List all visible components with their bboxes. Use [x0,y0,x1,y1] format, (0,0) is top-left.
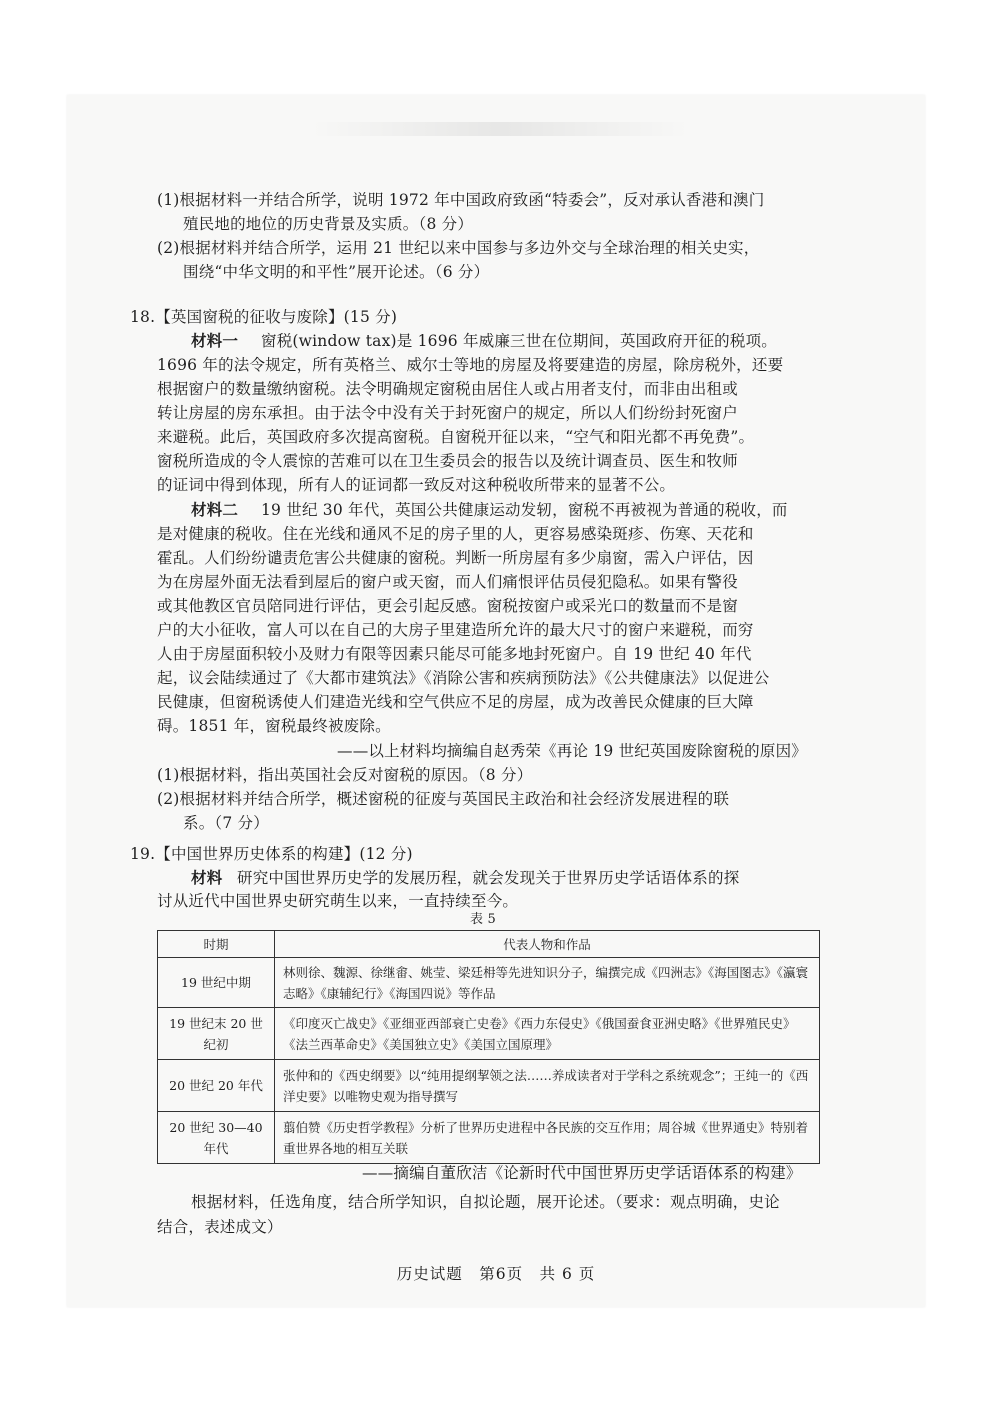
q18-m2-line: 是对健康的税收。住在光线和通风不足的房子里的人，更容易感染斑疹、伤寒、天花和 [157,525,754,543]
q17-part2-line1: (2)根据材料并结合所学，运用 21 世纪以来中国参与多边外交与全球治理的相关史实， [157,239,760,257]
table-row [158,1060,820,1112]
q18-material1-label: 材料一 [191,331,239,350]
q17-part1-line2: 殖民地的地位的历史背景及实质。（8 分） [183,215,474,233]
table-row [158,958,820,1008]
q18-m1-line: 1696 年的法令规定，所有英格兰、威尔士等地的房屋及将要建造的房屋，除房税外，还要 [157,356,784,374]
table-row [158,1112,820,1164]
q18-m1-line: 来避税。此后，英国政府多次提高窗税。自窗税开征以来，“空气和阳光都不再免费”。 [157,428,755,446]
q18-m2-line: 起，议会陆续通过了《大都市建筑法》《消除公害和疾病预防法》《公共健康法》以促进公 [157,669,770,687]
q18-title: 18.【英国窗税的征收与废除】(15 分) [130,308,398,326]
q19-source: ——摘编自董欣洁《论新时代中国世界历史学话语体系的构建》 [362,1164,802,1182]
q18-source: ——以上材料均摘编自赵秀荣《再论 19 世纪英国废除窗税的原因》 [337,742,807,760]
table-header-row [158,931,820,958]
q19-material-line2: 讨从近代中国世界史研究萌生以来，一直持续至今。 [157,892,519,910]
q18-material2-label: 材料二 [191,500,239,519]
table-cell-period: 20 世纪 20 年代 [158,1060,275,1112]
q19-title: 19.【中国世界历史体系的构建】(12 分) [130,845,413,863]
q17-part2-line2: 围绕“中华文明的和平性”展开论述。（6 分） [183,263,490,281]
q19-material-label: 材料 [191,868,223,887]
q18-m1-line: 的证词中得到体现，所有人的证词都一致反对这种税收所带来的显著不公。 [157,476,676,494]
table-row [158,1008,820,1060]
q18-m2-line: 民健康，但窗税诱使人们建造光线和空气供应不足的房屋，成为改善民众健康的巨大障 [157,693,754,711]
table-cell-works: 张仲和的《西史纲要》以“纯用提纲挈领之法……养成读者对于学科之系统观念”；王纯一的《西洋史要》以唯物史观为指导撰写 [275,1060,820,1112]
q18-m2-line: 人由于房屋面积较小及财力有限等因素只能尽可能多地封死窗户。自 19 世纪 40 年代 [157,645,752,663]
table-cell-period: 19 世纪中期 [158,958,275,1008]
table-caption: 表 5 [470,912,497,927]
page-footer: 历史试题 第6页 共 6 页 [396,1265,596,1283]
q18-m2-line: 为在房屋外面无法看到屋后的窗户或天窗，而人们痛恨评估员侵犯隐私。如果有警役 [157,573,738,591]
q18-m1-line: 根据窗户的数量缴纳窗税。法令明确规定窗税由居住人或占用者支付，而非由出租或 [157,380,738,398]
table-cell-works: 林则徐、魏源、徐继畬、姚莹、梁廷枏等先进知识分子，编撰完成《四洲志》《海国图志》《瀛寰志略》《康辅纪行》《海国四说》等作品 [275,958,820,1008]
q18-m2-line: 碍。1851 年，窗税最终被废除。 [157,717,391,735]
q19-material-line1: 研究中国世界历史学的发展历程，就会发现关于世界历史学话语体系的探 [237,869,740,887]
table-cell-works: 翦伯赞《历史哲学教程》分析了世界历史进程中各民族的交互作用；周谷城《世界通史》特别着重世界各地的相互关联 [275,1112,820,1164]
table-cell-works: 《印度灭亡战史》《亚细亚西部衰亡史卷》《西力东侵史》《俄国蚕食亚洲史略》《世界殖民史》《法兰西革命史》《美国独立史》《美国立国原理》 [275,1008,820,1060]
q19-requirement-line2: 结合，表述成文） [157,1218,283,1236]
table-cell-period: 20 世纪 30—40 年代 [158,1112,275,1164]
faded-header-smudge [310,122,690,136]
q18-m1-line: 窗税所造成的令人震惊的苦难可以在卫生委员会的报告以及统计调查员、医生和牧师 [157,452,738,470]
q17-part1-line1: (1)根据材料一并结合所学，说明 1972 年中国政府致函“特委会”，反对承认香港和澳门 [157,191,765,209]
table-header-works: 代表人物和作品 [275,931,820,958]
q18-part2-line2: 系。（7 分） [183,814,269,832]
q18-m2-line: 19 世纪 30 年代，英国公共健康运动发轫，窗税不再被视为普通的税收，而 [261,501,788,519]
history-table [157,930,820,1164]
q18-m1-line: 窗税(window tax)是 1696 年威廉三世在位期间，英国政府开征的税项。 [261,332,777,350]
q19-requirement-line1: 根据材料，任选角度，结合所学知识，自拟论题，展开论述。（要求：观点明确，史论 [191,1193,780,1211]
q18-part2-line1: (2)根据材料并结合所学，概述窗税的征废与英国民主政治和社会经济发展进程的联 [157,790,730,808]
q18-part1: (1)根据材料，指出英国社会反对窗税的原因。（8 分） [157,766,533,784]
q18-m2-line: 霍乱。人们纷纷谴责危害公共健康的窗税。判断一所房屋有多少扇窗，需入户评估，因 [157,549,754,567]
table-header-period: 时期 [158,931,275,958]
q18-m2-line: 或其他教区官员陪同进行评估，更会引起反感。窗税按窗户或采光口的数量而不是窗 [157,597,738,615]
table-cell-period: 19 世纪末 20 世纪初 [158,1008,275,1060]
q18-m1-line: 转让房屋的房东承担。由于法令中没有关于封死窗户的规定，所以人们纷纷封死窗户 [157,404,738,422]
q18-m2-line: 户的大小征收，富人可以在自己的大房子里建造所允许的最大尺寸的窗户来避税，而穷 [157,621,754,639]
